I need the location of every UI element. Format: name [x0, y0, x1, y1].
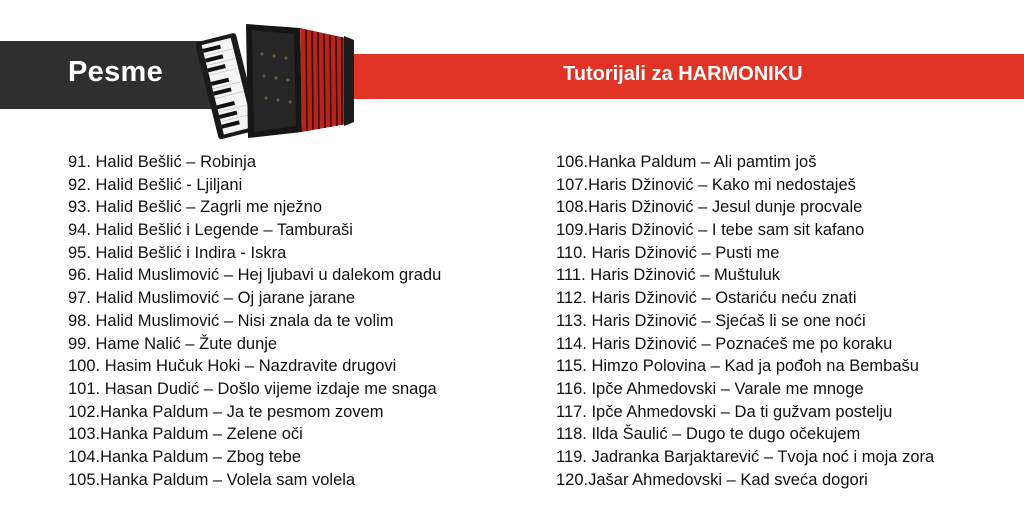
- song-item: 105.Hanka Paldum – Volela sam volela: [68, 470, 356, 489]
- song-item: 108.Haris Džinović – Jesul dunje procvale: [556, 198, 863, 217]
- song-item: 109.Haris Džinović – I tebe sam sit kafano: [556, 221, 865, 240]
- song-item: 113. Haris Džinović – Sjećaš li se one noći: [556, 311, 866, 330]
- song-item: 98. Halid Muslimović – Nisi znala da te volim: [68, 311, 394, 330]
- song-item: 110. Haris Džinović – Pusti me: [556, 243, 780, 262]
- song-item: 111. Haris Džinović – Muštuluk: [556, 266, 781, 285]
- song-item: 112. Haris Džinović – Ostariću neću znati: [556, 289, 857, 308]
- song-item: 102.Hanka Paldum – Ja te pesmom zovem: [68, 402, 384, 421]
- song-item: 92. Halid Bešlić - Ljiljani: [68, 175, 243, 194]
- song-item: 96. Halid Muslimović – Hej ljubavi u dalekom gradu: [68, 266, 442, 285]
- song-item: 120.Jašar Ahmedovski – Kad sveća dogori: [556, 470, 868, 489]
- accordion-image: [196, 14, 356, 142]
- song-item: 114. Haris Džinović – Poznaćeš me po koraku: [556, 334, 893, 353]
- song-item: 97. Halid Muslimović – Oj jarane jarane: [68, 289, 356, 308]
- song-item: 99. Hame Nalić – Žute dunje: [68, 334, 278, 353]
- song-item: 115. Himzo Polovina – Kad ja pođoh na Bembašu: [556, 357, 919, 376]
- song-item: 106.Hanka Paldum – Ali pamtim još: [556, 153, 817, 171]
- page-subtitle: Tutorijali za HARMONIKU: [563, 63, 803, 85]
- song-item: 104.Hanka Paldum – Zbog tebe: [68, 447, 301, 466]
- song-item: 103.Hanka Paldum – Zelene oči: [68, 425, 303, 444]
- page-title: Pesme: [68, 56, 164, 88]
- song-item: 116. Ipče Ahmedovski – Varale me mnoge: [556, 379, 864, 398]
- song-list-left: [68, 151, 441, 491]
- song-item: 100. Hasim Hučuk Hoki – Nazdravite drugovi: [68, 357, 397, 376]
- song-item: 94. Halid Bešlić i Legende – Tamburaši: [68, 221, 353, 240]
- song-list-right: [556, 151, 934, 491]
- song-item: 101. Hasan Dudić – Došlo vijeme izdaje me snaga: [68, 379, 437, 398]
- song-item: 91. Halid Bešlić – Robinja: [68, 153, 257, 171]
- song-item: 118. Ilda Šaulić – Dugo te dugo očekujem: [556, 425, 861, 444]
- song-item: 93. Halid Bešlić – Zagrli me nježno: [68, 198, 323, 217]
- song-item: 107.Haris Džinović – Kako mi nedostaješ: [556, 175, 856, 194]
- song-item: 117. Ipče Ahmedovski – Da ti gužvam postelju: [556, 402, 893, 421]
- song-item: 119. Jadranka Barjaktarević – Tvoja noć i moja zora: [556, 447, 935, 466]
- song-item: 95. Halid Bešlić i Indira - Iskra: [68, 243, 287, 262]
